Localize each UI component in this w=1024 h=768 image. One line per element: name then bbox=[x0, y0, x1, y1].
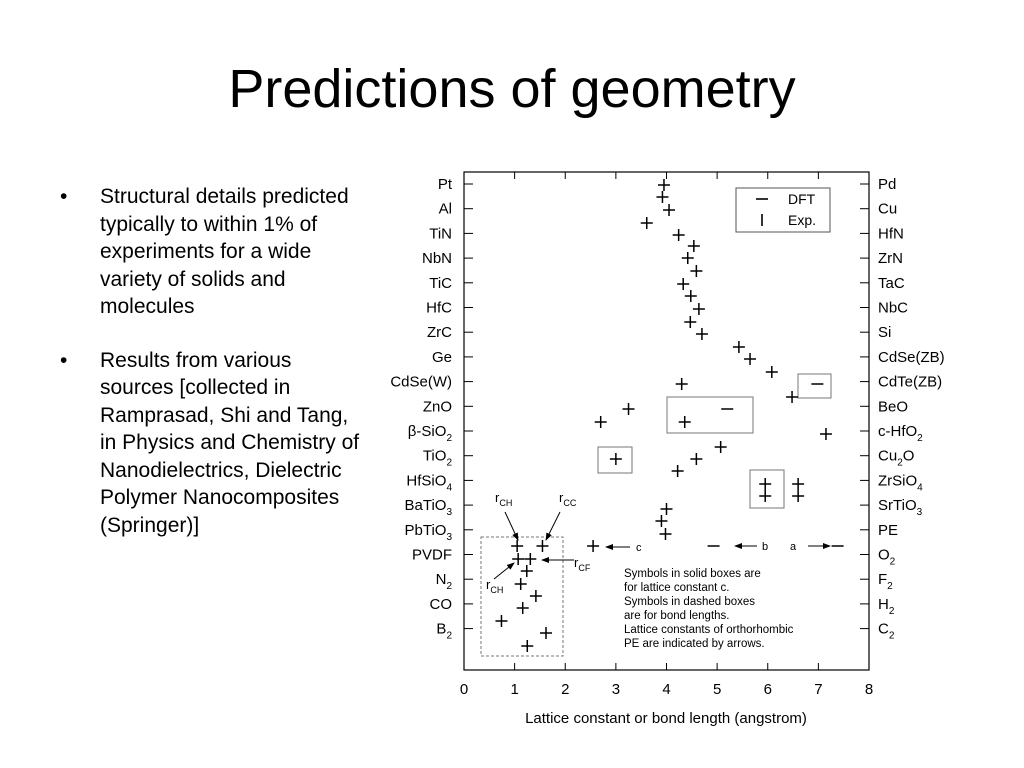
note-line: Lattice constants of orthorhombic bbox=[624, 624, 794, 636]
arrow-r-ch-bottom bbox=[494, 563, 514, 579]
solid-box-zrsio4 bbox=[750, 470, 784, 508]
label-r-ch-top: $r_{CH}$ bbox=[495, 490, 513, 508]
cross-marker bbox=[684, 316, 696, 328]
left-row-label: β-SiO$_2$ bbox=[407, 423, 452, 444]
legend-exp-label: Exp. bbox=[788, 212, 817, 228]
cross-marker bbox=[515, 578, 527, 590]
right-row-label: TaC bbox=[878, 274, 905, 292]
x-tick-label: 2 bbox=[561, 681, 570, 698]
right-row-label: CdSe(ZB) bbox=[878, 348, 945, 366]
dashed-box-bonds bbox=[481, 537, 563, 656]
right-row-label: SrTiO$_3$ bbox=[878, 497, 923, 519]
right-row-label: $Cu_2O$ bbox=[878, 447, 915, 469]
cross-marker bbox=[677, 278, 689, 290]
left-row-label: $N_2$ bbox=[435, 571, 452, 593]
left-row-label: PVDF bbox=[411, 546, 452, 564]
note-line: for lattice constant c. bbox=[624, 582, 730, 594]
right-row-label: Cu bbox=[878, 200, 898, 218]
left-row-label: Al bbox=[438, 200, 452, 218]
solid-box-beo bbox=[667, 397, 753, 433]
left-row-label: TiN bbox=[429, 225, 452, 243]
cross-marker bbox=[685, 290, 697, 302]
left-row-label: HfC bbox=[426, 299, 452, 317]
label-b: b bbox=[762, 541, 769, 553]
cross-marker bbox=[511, 540, 523, 552]
cross-marker bbox=[623, 403, 635, 415]
cross-marker bbox=[663, 204, 675, 216]
cross-marker bbox=[540, 627, 552, 639]
cross-marker bbox=[766, 366, 778, 378]
right-row-label: $H_2$ bbox=[878, 595, 895, 617]
cross-marker bbox=[690, 265, 702, 277]
left-row-label: NbN bbox=[421, 250, 452, 268]
note-line: PE are indicated by arrows. bbox=[624, 638, 765, 650]
cross-marker bbox=[521, 565, 533, 577]
left-row-label: Pt bbox=[437, 176, 452, 193]
cross-marker bbox=[610, 453, 622, 465]
right-row-label: c-HfO$_2$ bbox=[878, 423, 923, 444]
x-tick-label: 4 bbox=[662, 681, 671, 698]
cross-marker bbox=[688, 240, 700, 252]
left-row-label: CO bbox=[429, 595, 452, 613]
cross-marker bbox=[521, 640, 533, 652]
cross-marker bbox=[517, 602, 529, 614]
label-r-cc: $r_{CC}$ bbox=[559, 490, 577, 508]
slide-title: Predictions of geometry bbox=[228, 59, 796, 119]
cross-marker bbox=[524, 553, 536, 565]
right-row-label: ZrSiO$_4$ bbox=[878, 472, 923, 494]
left-row-label: CdSe(W) bbox=[390, 373, 452, 391]
x-tick-label: 1 bbox=[510, 681, 519, 698]
cross-marker bbox=[656, 191, 668, 203]
left-row-labels bbox=[390, 176, 452, 642]
legend-dft-label: DFT bbox=[788, 191, 816, 207]
cross-marker bbox=[759, 490, 771, 502]
right-row-label: HfN bbox=[878, 225, 904, 243]
x-tick-label: 6 bbox=[763, 681, 772, 698]
left-row-label: TiC bbox=[429, 274, 452, 292]
cross-marker bbox=[661, 503, 673, 515]
cross-marker bbox=[676, 378, 688, 390]
left-row-label: ZnO bbox=[422, 398, 452, 416]
x-tick-label: 8 bbox=[864, 681, 874, 698]
cross-marker bbox=[655, 515, 667, 527]
cross-marker bbox=[792, 490, 804, 502]
right-row-label: BeO bbox=[878, 398, 909, 416]
right-row-labels bbox=[878, 176, 945, 642]
x-tick-label: 5 bbox=[712, 681, 722, 698]
right-row-label: $C_2$ bbox=[878, 620, 895, 642]
x-tick-label: 7 bbox=[814, 681, 823, 698]
right-row-label: ZrN bbox=[878, 250, 903, 268]
cross-marker bbox=[659, 528, 671, 540]
solid-box-tio2 bbox=[598, 447, 632, 473]
cross-marker bbox=[641, 217, 653, 229]
bullet-text: Results from various sources [collected in Ramprasad, Shi and Tang, in Physics and Chemistry of Nanodielectrics, Dielectric Polymer Nanocomposites (Springer)] bbox=[100, 348, 360, 537]
cross-marker bbox=[820, 428, 832, 440]
label-r-ch-bottom: $r_{CH}$ bbox=[486, 577, 504, 595]
bullet-text: Structural details predicted typically to within 1% of experiments for a wide variety of solids and molecules bbox=[100, 185, 349, 318]
cross-marker bbox=[595, 416, 607, 428]
cross-marker bbox=[530, 590, 542, 602]
cross-marker bbox=[672, 465, 684, 477]
arrow-r-ch-top bbox=[505, 512, 518, 540]
note-line: are for bond lengths. bbox=[624, 610, 730, 622]
chart-note bbox=[624, 568, 794, 650]
solid-box-cdte bbox=[798, 374, 831, 398]
cross-marker bbox=[693, 303, 705, 315]
bullet-dot: • bbox=[60, 185, 68, 208]
cross-marker bbox=[679, 416, 691, 428]
cross-marker bbox=[733, 341, 745, 353]
bond-annotations bbox=[486, 490, 591, 595]
x-axis-label: Lattice constant or bond length (angstrom) bbox=[525, 710, 807, 727]
left-row-label: ZrC bbox=[427, 324, 452, 342]
left-row-label: HfSiO$_4$ bbox=[406, 472, 452, 494]
left-row-label: Ge bbox=[431, 348, 452, 366]
pe-arrows bbox=[606, 541, 830, 554]
cross-marker bbox=[658, 179, 670, 191]
right-row-label: Pd bbox=[878, 176, 897, 193]
note-line: Symbols in solid boxes are bbox=[624, 568, 761, 580]
cross-marker bbox=[673, 229, 685, 241]
right-row-label: Si bbox=[878, 324, 892, 342]
arrow-r-cc bbox=[546, 512, 560, 540]
left-row-label: PbTiO$_3$ bbox=[404, 521, 452, 543]
left-row-label: TiO$_2$ bbox=[422, 447, 452, 469]
right-row-label: $O_2$ bbox=[878, 546, 896, 568]
legend bbox=[736, 188, 830, 232]
cross-marker bbox=[682, 252, 694, 264]
cross-marker bbox=[786, 391, 798, 403]
cross-marker bbox=[759, 478, 771, 490]
note-line: Symbols in dashed boxes bbox=[624, 596, 756, 608]
left-row-label: $B_2$ bbox=[436, 620, 452, 642]
right-row-label: CdTe(ZB) bbox=[878, 373, 943, 391]
label-c: c bbox=[636, 542, 642, 554]
x-tick-labels bbox=[460, 681, 873, 698]
label-a: a bbox=[790, 541, 797, 553]
bullet-dot: • bbox=[60, 348, 68, 372]
cross-marker bbox=[536, 540, 548, 552]
right-row-label: PE bbox=[878, 521, 899, 539]
right-row-label: $F_2$ bbox=[878, 571, 893, 593]
cross-marker bbox=[715, 441, 727, 453]
cross-marker bbox=[690, 453, 702, 465]
x-tick-label: 0 bbox=[459, 681, 469, 698]
cross-marker bbox=[696, 328, 708, 340]
cross-marker bbox=[744, 353, 756, 365]
cross-marker bbox=[495, 615, 507, 627]
label-r-cf: $r_{CF}$ bbox=[574, 555, 591, 573]
right-row-label: NbC bbox=[878, 299, 909, 317]
cross-marker bbox=[792, 478, 804, 490]
cross-marker bbox=[587, 540, 599, 552]
x-tick-label: 3 bbox=[611, 681, 621, 698]
left-row-label: BaTiO$_3$ bbox=[404, 497, 452, 519]
